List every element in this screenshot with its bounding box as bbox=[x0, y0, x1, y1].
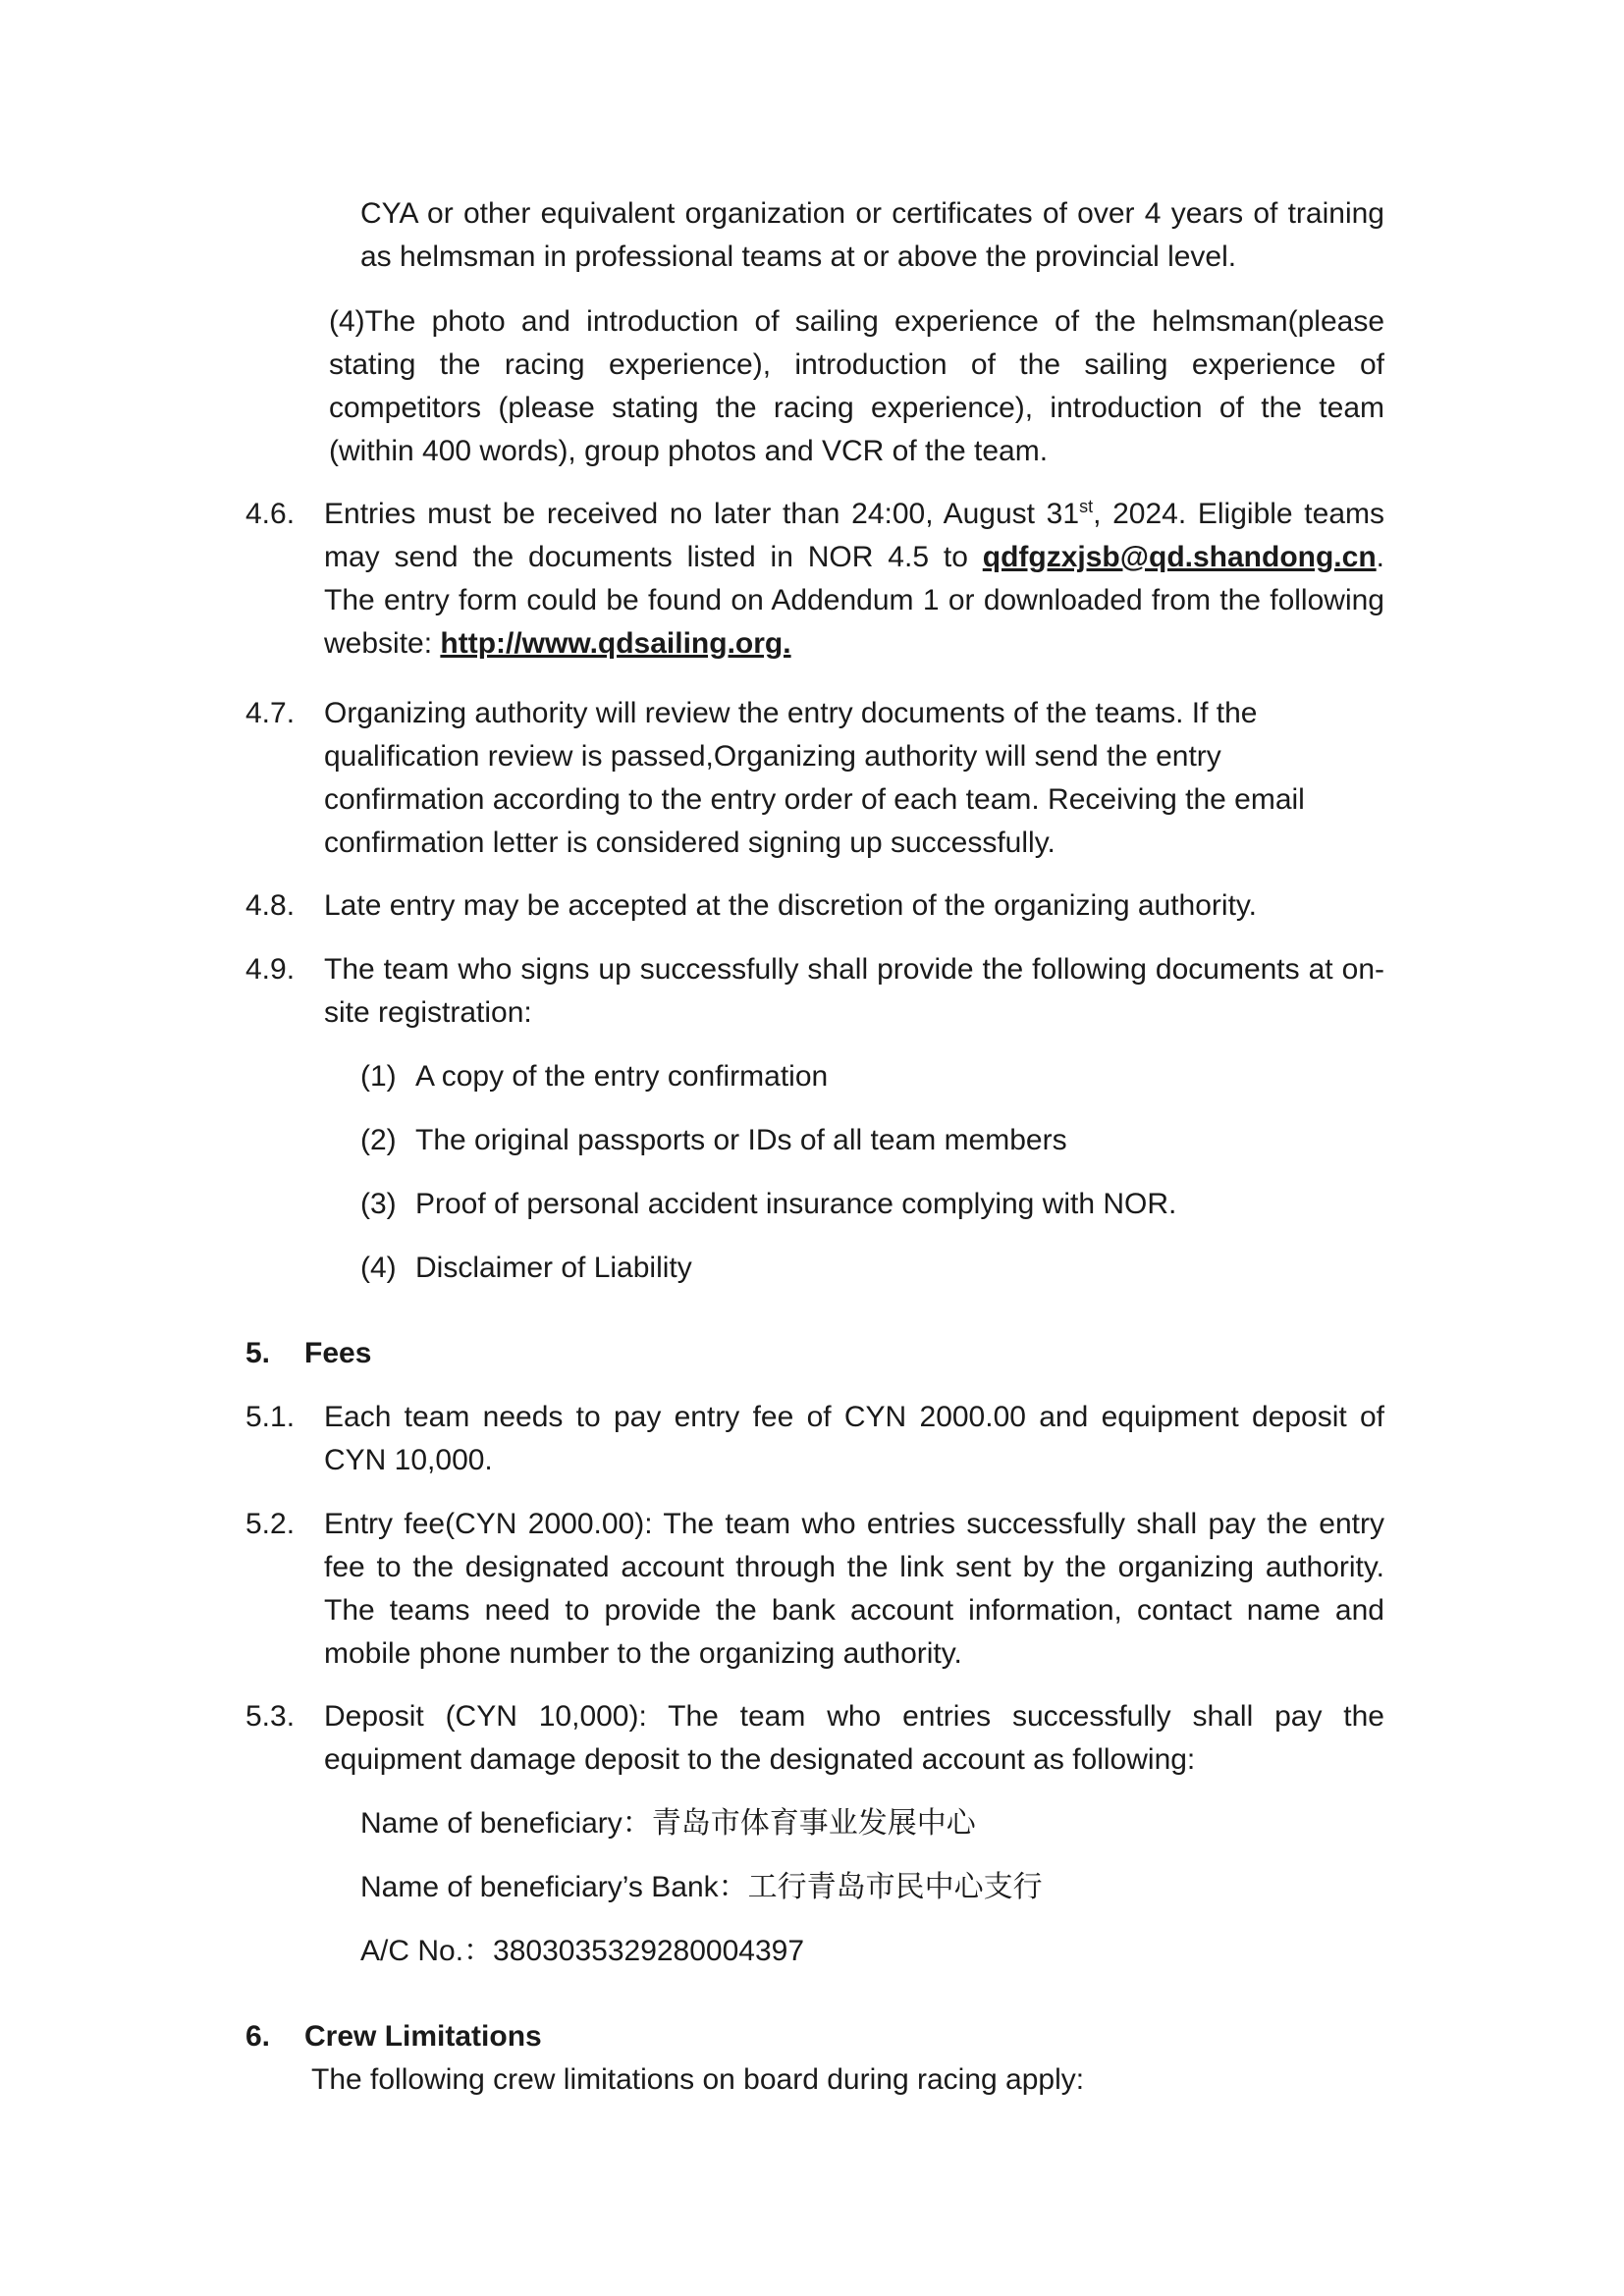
list-item-text: The original passports or IDs of all team members bbox=[415, 1124, 1067, 1156]
section-5-1-number: 5.1. bbox=[245, 1401, 296, 1433]
bank-label: Name of beneficiary’s Bank： bbox=[360, 1871, 748, 1903]
section-5-number: 5. bbox=[245, 1337, 271, 1369]
beneficiary-value: 青岛市体育事业发展中心 bbox=[651, 1806, 976, 1841]
ordinal-suffix: st bbox=[1079, 497, 1094, 516]
list-item-text: Disclaimer of Liability bbox=[415, 1252, 692, 1284]
section-6-number: 6. bbox=[245, 2020, 271, 2053]
item-3-continuation: CYA or other equivalent organization or certificates of over 4 years of training as helmsman in professional teams at or above the provincial level. bbox=[360, 197, 1384, 273]
list-item-number: (1) bbox=[360, 1060, 397, 1093]
bank-line bbox=[360, 1866, 1043, 1909]
item-4-text: The photo and introduction of sailing experience of the helmsman(please stating the racing experience), introduction of the sailing experience of competitors (please stating the racing experience), introduction of the team (within 400 words), group photos and VCR of the team. bbox=[329, 305, 1384, 467]
bank-value: 工行青岛市民中心支行 bbox=[747, 1870, 1043, 1904]
beneficiary-label: Name of beneficiary： bbox=[360, 1807, 652, 1840]
section-5-3-number: 5.3. bbox=[245, 1700, 296, 1733]
section-5-heading: Fees bbox=[304, 1337, 372, 1369]
section-6-heading: Crew Limitations bbox=[304, 2020, 542, 2053]
item-4-prefix: (4) bbox=[329, 305, 365, 338]
account-line bbox=[360, 1930, 804, 1973]
section-4-6-text: Entries must be received no later than 24:00, August 31st, 2024. Eligible teams may send the documents listed in NOR 4.5 to qdfgzxjsb@qd.shandong.cn. The entry form could be found on Addendum 1 or downloaded from the following website: http://www.qdsailing.org. bbox=[324, 497, 1384, 660]
item-4-paragraph bbox=[329, 300, 1384, 473]
section-4-8-text: Late entry may be accepted at the discretion of the organizing authority. bbox=[324, 889, 1258, 922]
section-5-2-number: 5.2. bbox=[245, 1508, 296, 1540]
section-4-6-number: 4.6. bbox=[245, 498, 296, 530]
list-item-text: Proof of personal accident insurance complying with NOR. bbox=[415, 1188, 1177, 1220]
email-link[interactable]: qdfgzxjsb@qd.shandong.cn bbox=[982, 541, 1377, 573]
section-5-3-text: Deposit (CYN 10,000): The team who entries successfully shall pay the equipment damage deposit to the designated account as following: bbox=[324, 1700, 1384, 1776]
account-label: A/C No.： bbox=[360, 1935, 494, 1967]
list-item-number: (4) bbox=[360, 1252, 397, 1284]
section-4-9-number: 4.9. bbox=[245, 953, 296, 986]
section-5-2-text: Entry fee(CYN 2000.00): The team who entries successfully shall pay the entry fee to the designated account through the link sent by the organizing authority. The teams need to provide the bank account information, contact name and mobile phone number to the organizing authority. bbox=[324, 1508, 1384, 1670]
section-5-1-text: Each team needs to pay entry fee of CYN 2000.00 and equipment deposit of CYN 10,000. bbox=[324, 1401, 1384, 1476]
list-item-number: (2) bbox=[360, 1124, 397, 1156]
section-4-7-text: Organizing authority will review the entry documents of the teams. If the qualification review is passed,Organizing authority will send the entry confirmation according to the entry order of each team. Receiving the email confirmation letter is considered signing up successfully. bbox=[324, 697, 1305, 859]
website-link[interactable]: http://www.qdsailing.org. bbox=[440, 627, 791, 660]
section-4-8-number: 4.8. bbox=[245, 889, 296, 922]
list-item-text: A copy of the entry confirmation bbox=[415, 1060, 829, 1093]
section-6-text: The following crew limitations on board during racing apply: bbox=[311, 2063, 1085, 2096]
section-4-7-number: 4.7. bbox=[245, 697, 296, 729]
list-item-number: (3) bbox=[360, 1188, 397, 1220]
section-4-9-text: The team who signs up successfully shall provide the following documents at on-site registration: bbox=[324, 953, 1384, 1029]
account-number: 3803035329280004397 bbox=[493, 1935, 805, 1967]
beneficiary-line bbox=[360, 1802, 976, 1845]
